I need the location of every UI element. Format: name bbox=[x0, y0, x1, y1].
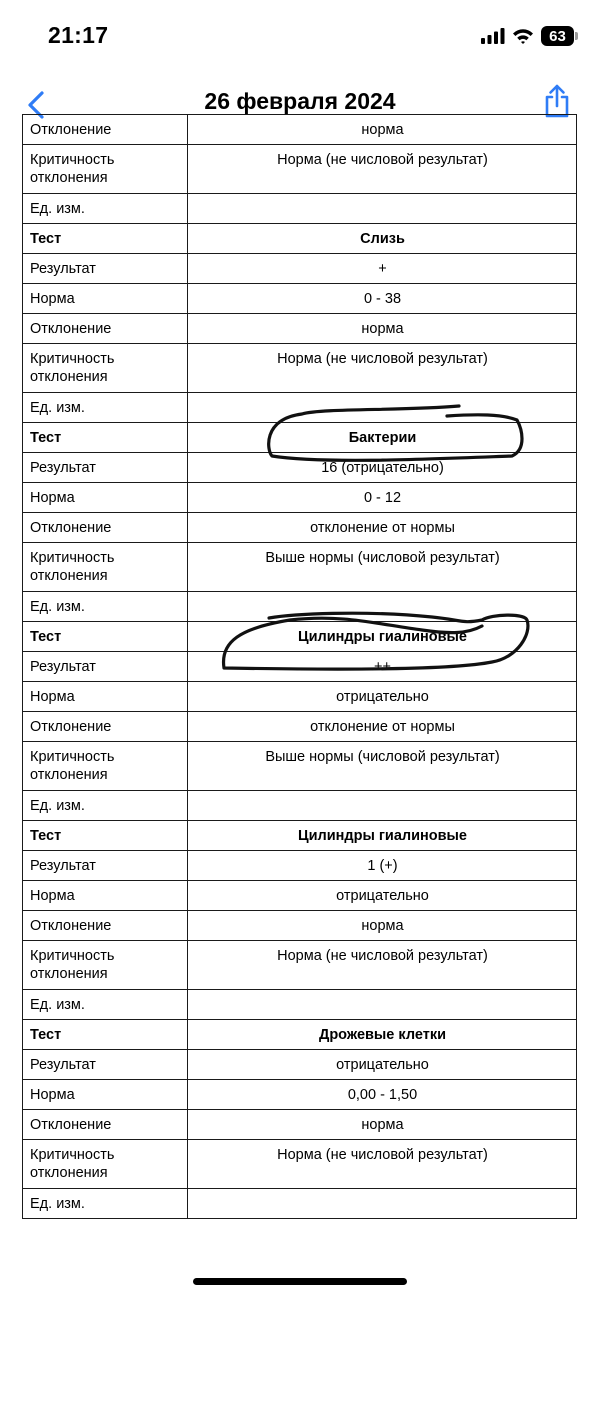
row-value: + bbox=[188, 254, 577, 284]
test-header-row bbox=[23, 1020, 577, 1050]
row-value: отрицательно bbox=[188, 682, 577, 712]
row-label: Ед. изм. bbox=[23, 1189, 188, 1219]
row-value: Норма (не числовой результат) bbox=[188, 1140, 577, 1189]
table-row bbox=[23, 344, 577, 393]
row-label: Отклонение bbox=[23, 712, 188, 742]
row-value: Выше нормы (числовой результат) bbox=[188, 742, 577, 791]
row-label: Отклонение bbox=[23, 1110, 188, 1140]
table-row bbox=[23, 682, 577, 712]
signal-icon bbox=[481, 28, 505, 44]
row-label: Норма bbox=[23, 682, 188, 712]
row-label: Ед. изм. bbox=[23, 194, 188, 224]
row-label: Результат bbox=[23, 652, 188, 682]
row-value: Норма (не числовой результат) bbox=[188, 941, 577, 990]
row-value bbox=[188, 393, 577, 423]
table-row bbox=[23, 453, 577, 483]
table-row bbox=[23, 911, 577, 941]
row-label: Результат bbox=[23, 254, 188, 284]
page-title: 26 февраля 2024 bbox=[204, 88, 396, 114]
table-row bbox=[23, 881, 577, 911]
row-value: отклонение от нормы bbox=[188, 712, 577, 742]
table-row bbox=[23, 1080, 577, 1110]
table-row bbox=[23, 1050, 577, 1080]
row-label: Результат bbox=[23, 851, 188, 881]
table-row bbox=[23, 314, 577, 344]
row-label: Результат bbox=[23, 1050, 188, 1080]
table-row bbox=[23, 284, 577, 314]
row-label: Критичность отклонения bbox=[23, 941, 188, 990]
row-label: Ед. изм. bbox=[23, 393, 188, 423]
row-value: отклонение от нормы bbox=[188, 513, 577, 543]
row-value: норма bbox=[188, 911, 577, 941]
row-value: Бактерии bbox=[188, 423, 577, 453]
status-icons bbox=[481, 25, 574, 47]
row-value bbox=[188, 194, 577, 224]
table-row bbox=[23, 543, 577, 592]
table-row bbox=[23, 254, 577, 284]
row-value: Норма (не числовой результат) bbox=[188, 145, 577, 194]
row-label: Норма bbox=[23, 881, 188, 911]
table-row bbox=[23, 115, 577, 145]
row-value bbox=[188, 1189, 577, 1219]
table-row bbox=[23, 990, 577, 1020]
row-value bbox=[188, 791, 577, 821]
results-table-container bbox=[22, 114, 578, 1219]
row-value: 0 - 38 bbox=[188, 284, 577, 314]
test-header-row bbox=[23, 821, 577, 851]
table-row bbox=[23, 194, 577, 224]
table-row bbox=[23, 513, 577, 543]
row-label: Отклонение bbox=[23, 911, 188, 941]
row-value: 16 (отрицательно) bbox=[188, 453, 577, 483]
row-value: Норма (не числовой результат) bbox=[188, 344, 577, 393]
table-row bbox=[23, 791, 577, 821]
battery-icon: 63 bbox=[541, 26, 574, 46]
row-value: Цилиндры гиалиновые bbox=[188, 622, 577, 652]
row-value: Дрожевые клетки bbox=[188, 1020, 577, 1050]
table-row bbox=[23, 941, 577, 990]
table-row bbox=[23, 851, 577, 881]
status-time: 21:17 bbox=[48, 22, 109, 48]
table-row bbox=[23, 393, 577, 423]
row-value: Выше нормы (числовой результат) bbox=[188, 543, 577, 592]
row-label: Норма bbox=[23, 1080, 188, 1110]
row-label: Норма bbox=[23, 483, 188, 513]
row-label: Критичность отклонения bbox=[23, 344, 188, 393]
row-label: Тест bbox=[23, 423, 188, 453]
row-value: 0,00 - 1,50 bbox=[188, 1080, 577, 1110]
test-header-row bbox=[23, 622, 577, 652]
row-label: Результат bbox=[23, 453, 188, 483]
row-value bbox=[188, 592, 577, 622]
row-label: Норма bbox=[23, 284, 188, 314]
table-row bbox=[23, 145, 577, 194]
row-label: Тест bbox=[23, 821, 188, 851]
table-row bbox=[23, 1140, 577, 1189]
row-value: 1 (+) bbox=[188, 851, 577, 881]
row-label: Отклонение bbox=[23, 513, 188, 543]
row-label: Критичность отклонения bbox=[23, 742, 188, 791]
table-row bbox=[23, 592, 577, 622]
row-label: Ед. изм. bbox=[23, 592, 188, 622]
row-label: Критичность отклонения bbox=[23, 145, 188, 194]
row-value: норма bbox=[188, 314, 577, 344]
results-table-viewport[interactable] bbox=[22, 122, 578, 1249]
row-label: Отклонение bbox=[23, 314, 188, 344]
row-value bbox=[188, 990, 577, 1020]
home-indicator[interactable] bbox=[193, 1278, 407, 1285]
row-label: Тест bbox=[23, 224, 188, 254]
table-row bbox=[23, 1189, 577, 1219]
row-value: Слизь bbox=[188, 224, 577, 254]
row-label: Ед. изм. bbox=[23, 990, 188, 1020]
test-header-row bbox=[23, 423, 577, 453]
row-label: Ед. изм. bbox=[23, 791, 188, 821]
row-value: 0 - 12 bbox=[188, 483, 577, 513]
wifi-icon bbox=[512, 28, 534, 44]
status-bar bbox=[0, 0, 600, 70]
row-value: норма bbox=[188, 1110, 577, 1140]
table-row bbox=[23, 652, 577, 682]
table-row bbox=[23, 1110, 577, 1140]
row-value: отрицательно bbox=[188, 881, 577, 911]
row-label: Критичность отклонения bbox=[23, 543, 188, 592]
row-label: Отклонение bbox=[23, 115, 188, 145]
row-label: Тест bbox=[23, 622, 188, 652]
test-header-row bbox=[23, 224, 577, 254]
table-row bbox=[23, 483, 577, 513]
row-label: Критичность отклонения bbox=[23, 1140, 188, 1189]
table-row bbox=[23, 712, 577, 742]
results-table bbox=[22, 114, 577, 1219]
row-value: норма bbox=[188, 115, 577, 145]
row-label: Тест bbox=[23, 1020, 188, 1050]
row-value: отрицательно bbox=[188, 1050, 577, 1080]
row-value: ++ bbox=[188, 652, 577, 682]
row-value: Цилиндры гиалиновые bbox=[188, 821, 577, 851]
table-row bbox=[23, 742, 577, 791]
